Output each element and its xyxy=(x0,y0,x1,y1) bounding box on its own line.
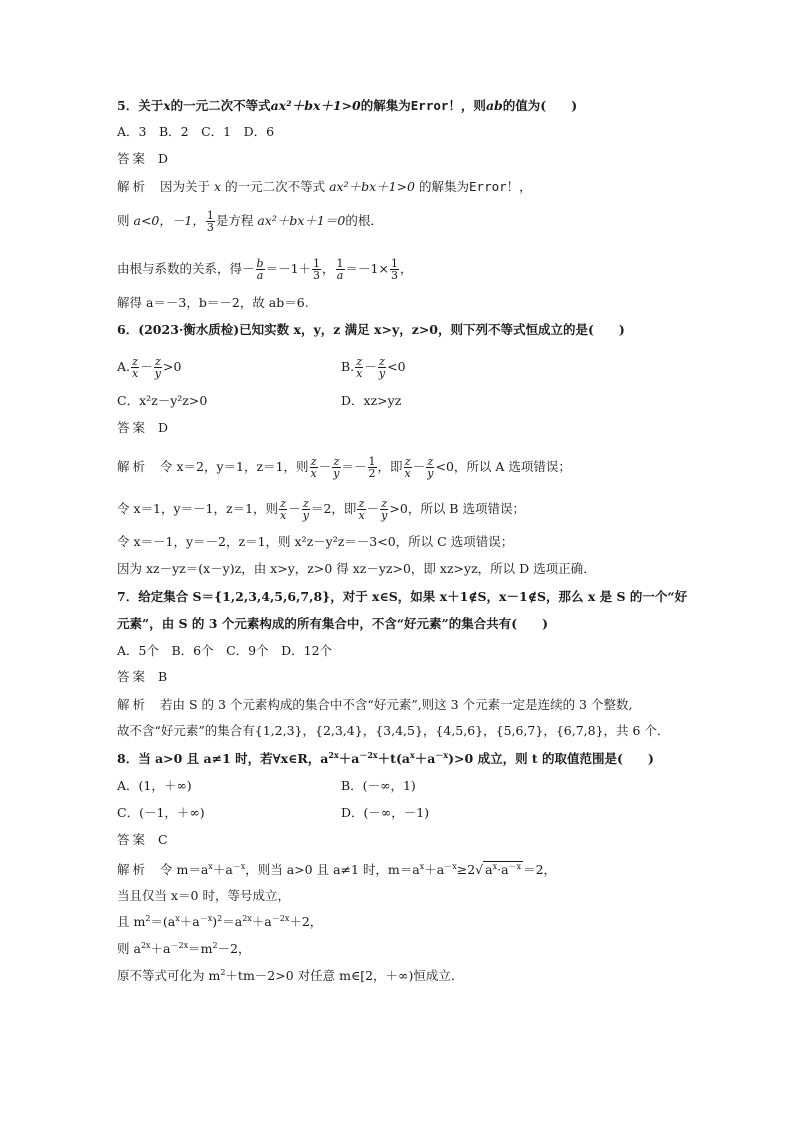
fraction: $\frac{1}{3}$ xyxy=(313,257,321,282)
q7-stem-line-1: 7．给定集合 S＝{1,2,3,4,5,6,7,8}，对于 x∈S，如果 x＋1∉S，x－1∉S，那么 x 是 S 的一个“好 xyxy=(117,589,688,604)
q5-options: A．3 B．2 C．1 D．6 xyxy=(117,124,275,139)
fraction: $\frac{1}{a}$ xyxy=(336,257,344,282)
q5-stem: 5．关于x的一元二次不等式ax²＋bx＋1>0的解集为Error！，则ab的值为( ) xyxy=(117,98,578,113)
q7-options: A．5个 B．6个 C．9个 D．12个 xyxy=(117,643,333,658)
q5-solution-line-2: 则 a<0，－1， $\frac{1}{3}$ 是方程 ax²＋bx＋1＝0的根． xyxy=(117,209,383,234)
q6-solution-line-1: 解析 令 x＝2，y＝1，z＝1，则 $\frac{z}{x}$ － $\frac{z}{y}$ ＝－ $\frac{1}{2}$ ，即 $\frac{z}{x}$ － $\frac{z}{y}$ <0，所以 A 选项错误； xyxy=(117,455,571,480)
q6-answer: 答案 D xyxy=(117,420,169,435)
q7-solution-line-2: 故不含“好元素”的集合有{1,2,3}，{2,3,4}，{3,4,5}，{4,5,6}，{5,6,7}，{6,7,8}，共 6 个． xyxy=(117,723,670,738)
q6-solution-line-4: 因为 xz－yz＝(x－y)z，由 x>y，z>0 得 xz－yz>0，即 xz>yz，所以 D 选项正确． xyxy=(117,561,596,576)
q6-solution-line-3: 令 x＝－1，y＝－2，z＝1，则 x²z－y²z＝－3<0，所以 C 选项错误； xyxy=(117,534,514,549)
q8-option-d: D．(－∞，－1) xyxy=(341,805,430,820)
q8-option-a: A．(1，＋∞) xyxy=(117,778,192,793)
q8-solution-line-1: 解析 令 $m=a^x+a^{-x}$，则当 a>0 且 a≠1 时，$m=a^x+a^{-x}\ge 2√$ $a^x\cdot a^{-x} =2$， xyxy=(117,861,557,877)
q6-stem: 6．(2023·衡水质检)已知实数 x，y，z 满足 x>y，z>0，则下列不等式恒成立的是( ) xyxy=(117,322,625,337)
fraction: $\frac{b}{a}$ xyxy=(256,257,264,282)
q7-solution-line-1: 解析 若由 S 的 3 个元素构成的集合中不含“好元素”,则这 3 个元素一定是连续的 3 个整数, xyxy=(117,697,633,712)
q6-option-c: C．x²z－y²z>0 xyxy=(117,393,208,408)
fraction: $\frac{1}{3}$ xyxy=(206,209,214,234)
q7-answer: 答案 B xyxy=(117,669,168,684)
q7-stem-line-2: 元素”，由 S 的 3 个元素构成的所有集合中，不含“好元素”的集合共有( ) xyxy=(117,616,549,631)
q5-answer: 答案 D xyxy=(117,151,169,166)
fraction: $\frac{1}{3}$ xyxy=(390,257,398,282)
q8-stem: 8．当 a>0 且 a≠1 时，若∀x∈R，$a^{2x}+a^{-2x}+t(a^x+a^{-x})>0$ 成立，则 t 的取值范围是( ) xyxy=(117,749,654,766)
q5-solution-line-1: 解析 因为关于 x 的一元二次不等式 ax²＋bx＋1>0 的解集为Error！， xyxy=(117,179,532,194)
q6-option-d: D．xz>yz xyxy=(341,393,402,408)
q8-answer: 答案 C xyxy=(117,832,168,847)
q5-solution-line-4: 解得 a＝－3，b＝－2，故 ab＝6. xyxy=(117,295,309,310)
q8-solution-line-3: 且 $m^2=(a^x+a^{-x})^2=a^{2x}+a^{-2x}+2$， xyxy=(117,913,323,929)
q6-solution-line-2: 令 x＝1，y＝－1，z＝1，则 $\frac{z}{x}$ － $\frac{z}{y}$ ＝2，即 $\frac{z}{x}$ － $\frac{z}{y}$ >0，所以 B 选项错误； xyxy=(117,497,525,522)
q8-option-c: C．(－1，＋∞) xyxy=(117,805,205,820)
q8-solution-line-2: 当且仅当 x＝0 时，等号成立， xyxy=(117,888,290,903)
q8-solution-line-4: 则 $a^{2x}+a^{-2x}=m^2-2$， xyxy=(117,940,251,956)
q8-option-b: B．(－∞，1) xyxy=(341,778,416,793)
q6-option-b: B. $\frac{z}{x}$ － $\frac{z}{y}$ <0 xyxy=(341,355,406,380)
square-root: $a^x\cdot a^{-x}$ xyxy=(485,861,522,877)
q5-solution-line-3: 由根与系数的关系，得－ $\frac{b}{a}$ ＝－1＋ $\frac{1}{3}$ ， $\frac{1}{a}$ ＝－1× $\frac{1}{3}$ ， xyxy=(117,257,413,282)
q6-option-a: A. $\frac{z}{x}$ － $\frac{z}{y}$ >0 xyxy=(117,355,182,380)
q8-solution-line-5: 原不等式可化为 $m^2+tm-2>0$ 对任意 m∈[2，＋∞)恒成立． xyxy=(117,967,464,983)
